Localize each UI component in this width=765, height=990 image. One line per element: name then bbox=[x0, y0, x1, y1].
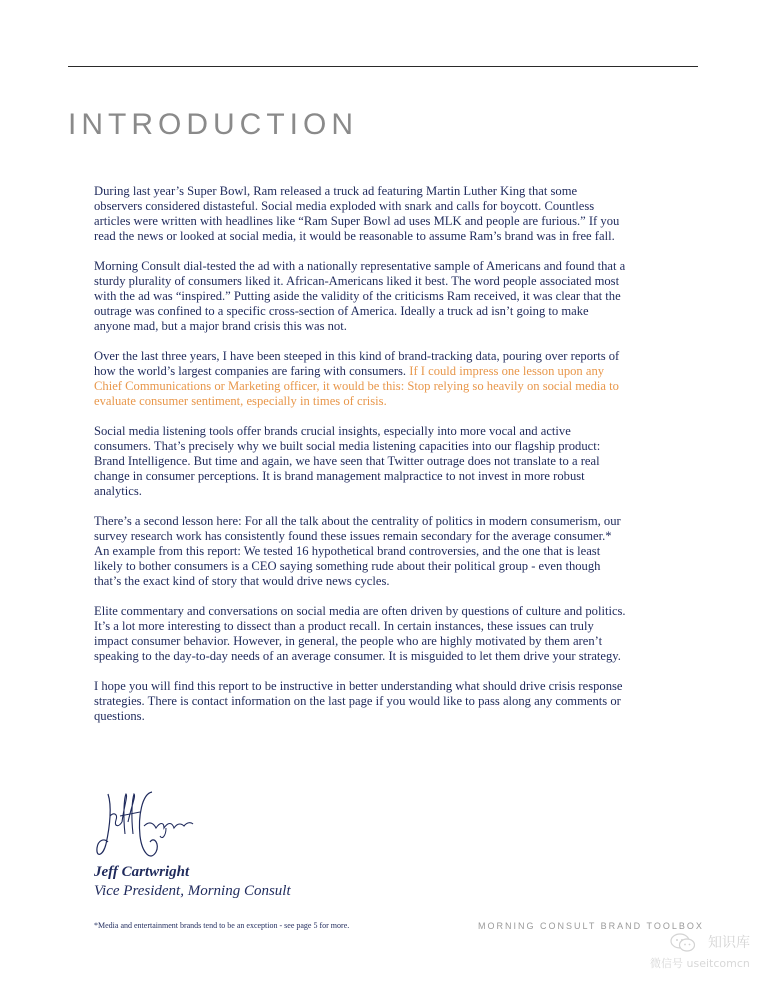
paragraph-2: Morning Consult dial-tested the ad with a nationally representative sample of Americans and found that a sturdy plurality of consumers liked it. African-Americans liked it best. The word people associated most with the ad was “inspired.” Putting aside the validity of the criticisms Ram received, it was clear that the outrage was confined to a specific cross-section of America. Ideally a truck ad isn’t going to make anyone mad, but a major brand crisis this was not. bbox=[94, 259, 626, 333]
body-text bbox=[94, 184, 628, 739]
watermark bbox=[648, 930, 760, 972]
paragraph-5: There’s a second lesson here: For all the talk about the centrality of politics in modern consumerism, our survey research work has consistently found these issues remain secondary for the average consumer.* An example from this report: We tested 16 hypothetical brand controversies, and the one that is least likely to bother consumers is a CEO saying something rude about their political group - even though that’s the exact kind of story that would drive news cycles. bbox=[94, 514, 621, 588]
page-title: INTRODUCTION bbox=[68, 108, 358, 141]
top-divider bbox=[68, 66, 698, 67]
key-lesson-highlight: If I could impress one lesson upon any Chief Communications or Marketing officer, it would be this: Stop relying so heavily on social media to evaluate consumer sentiment, especially in times of crisis. bbox=[94, 364, 619, 408]
signer-name: Jeff Cartwright bbox=[94, 864, 190, 880]
signer-title: Vice President, Morning Consult bbox=[94, 883, 291, 899]
footnote: *Media and entertainment brands tend to be an exception - see page 5 for more. bbox=[94, 921, 350, 930]
paragraph-3-intro: Over the last three years, I have been steeped in this kind of brand-tracking data, pouring over reports of how the world’s largest companies are faring with consumers. bbox=[94, 349, 620, 378]
watermark-id: 微信号 useitcomcn bbox=[650, 957, 750, 970]
watermark-name: 知识库 bbox=[708, 935, 750, 951]
paragraph-6: Elite commentary and conversations on social media are often driven by questions of culture and politics. It’s a lot more interesting to dissect than a product recall. In certain instances, these issues can truly impact consumer behavior. However, in general, the people who are highly motivated by them aren’t speaking to the day-to-day needs of an average consumer. It is misguided to let them drive your strategy. bbox=[94, 604, 626, 663]
paragraph-1: During last year’s Super Bowl, Ram released a truck ad featuring Martin Luther King that some observers considered distasteful. Social media exploded with snark and calls for boycott. Countless articles were written with headlines like “Ram Super Bowl ad uses MLK and people are furious.” If you read the news or looked at social media, it would be reasonable to assume Ram’s brand was in free fall. bbox=[94, 184, 620, 243]
wechat-icon bbox=[670, 932, 696, 954]
footer-brand: MORNING CONSULT BRAND TOOLBOX bbox=[478, 921, 704, 931]
paragraph-7: I hope you will find this report to be instructive in better understanding what should drive crisis response strategies. There is contact information on the last page if you would like to pass along any comments or questions. bbox=[94, 679, 623, 723]
handwritten-signature bbox=[94, 786, 194, 866]
paragraph-4: Social media listening tools offer brands crucial insights, especially into more vocal and active consumers. That’s precisely why we built social media listening capacities into our flagship product: Brand Intelligence. But time and again, we have seen that Twitter outrage does not translate to a real change in consumer perceptions. It is brand management malpractice to not invest in more robust analytics. bbox=[94, 424, 601, 498]
paragraph-3 bbox=[94, 349, 628, 409]
